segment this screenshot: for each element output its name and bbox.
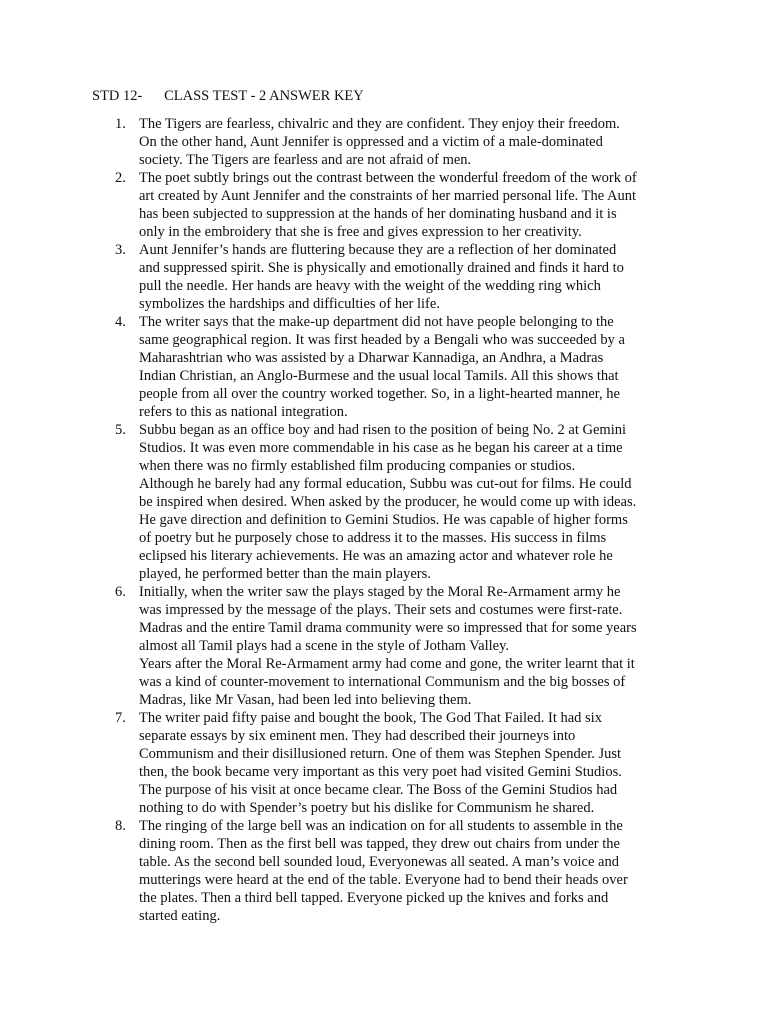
answer-item bbox=[92, 709, 692, 817]
answer-text-line: art created by Aunt Jennifer and the constraints of her married personal life. The Aunt bbox=[139, 188, 636, 204]
answer-text-line: people from all over the country worked together. So, in a light-hearted manner, he bbox=[139, 386, 620, 402]
answer-item bbox=[92, 169, 692, 241]
answer-text-line: pull the needle. Her hands are heavy with the weight of the wedding ring which bbox=[139, 278, 601, 294]
answer-text-line: when there was no firmly established film producing companies or studios. bbox=[139, 458, 576, 474]
answer-text-line: The writer paid fifty paise and bought the book, The God That Failed. It had six bbox=[139, 710, 602, 726]
answer-item bbox=[92, 313, 692, 421]
answer-text-line: the plates. Then a third bell tapped. Everyone picked up the knives and forks and bbox=[139, 890, 609, 906]
answer-text-line: mutterings were heard at the end of the table. Everyone had to bend their heads over bbox=[139, 872, 628, 888]
answer-number: 1. bbox=[115, 116, 126, 132]
answer-text-line: Although he barely had any formal education, Subbu was cut-out for films. He could bbox=[139, 476, 632, 492]
answer-item bbox=[92, 421, 692, 583]
answer-text-line: eclipsed his literary achievements. He was an amazing actor and whatever role he bbox=[139, 548, 613, 564]
answer-text-line: then, the book became very important as this very poet had visited Gemini Studios. bbox=[139, 764, 622, 780]
answer-text-line: Subbu began as an office boy and had risen to the position of being No. 2 at Gemini bbox=[139, 422, 626, 438]
answer-text-line: played, he performed better than the main players. bbox=[139, 566, 431, 582]
answer-text-line: Indian Christian, an Anglo-Burmese and the usual local Tamils. All this shows that bbox=[139, 368, 619, 384]
answer-text-line: The writer says that the make-up department did not have people belonging to the bbox=[139, 314, 614, 330]
answer-text-line: Maharashtrian who was assisted by a Dharwar Kannadiga, an Andhra, a Madras bbox=[139, 350, 604, 366]
answer-text-line: was a kind of counter-movement to international Communism and the big bosses of bbox=[139, 674, 626, 690]
document-title: STD 12- CLASS TEST - 2 ANSWER KEY bbox=[92, 88, 364, 104]
answer-list bbox=[92, 115, 692, 925]
answer-text-line: dining room. Then as the first bell was tapped, they drew out chairs from under the bbox=[139, 836, 620, 852]
answer-text-line: The poet subtly brings out the contrast between the wonderful freedom of the work of bbox=[139, 170, 637, 186]
answer-text-line: Studios. It was even more commendable in his case as he began his career at a time bbox=[139, 440, 623, 456]
answer-item bbox=[92, 817, 692, 925]
answer-text-line: was impressed by the message of the plays. Their sets and costumes were first-rate. bbox=[139, 602, 623, 618]
answer-item bbox=[92, 115, 692, 169]
answer-text-line: Madras and the entire Tamil drama community were so impressed that for some years bbox=[139, 620, 637, 636]
answer-text-line: Initially, when the writer saw the plays staged by the Moral Re-Armament army he bbox=[139, 584, 621, 600]
answer-item bbox=[92, 583, 692, 709]
answer-text-line: refers to this as national integration. bbox=[139, 404, 348, 420]
answer-text-line: The Tigers are fearless, chivalric and they are confident. They enjoy their freedom. bbox=[139, 116, 620, 132]
answer-item bbox=[92, 241, 692, 313]
answer-text-line: society. The Tigers are fearless and are not afraid of men. bbox=[139, 152, 472, 168]
answer-text-line: and suppressed spirit. She is physically and emotionally drained and finds it hard to bbox=[139, 260, 624, 276]
answer-text-line: same geographical region. It was first headed by a Bengali who was succeeded by a bbox=[139, 332, 625, 348]
answer-number: 7. bbox=[115, 710, 126, 726]
answer-text-line: started eating. bbox=[139, 908, 221, 924]
answer-number: 5. bbox=[115, 422, 126, 438]
answer-text-line: only in the embroidery that she is free and gives expression to her creativity. bbox=[139, 224, 582, 240]
answer-text-line: Years after the Moral Re-Armament army had come and gone, the writer learnt that it bbox=[139, 656, 635, 672]
answer-number: 8. bbox=[115, 818, 126, 834]
answer-text-line: separate essays by six eminent men. They had described their journeys into bbox=[139, 728, 576, 744]
answer-text-line: table. As the second bell sounded loud, Everyonewas all seated. A man’s voice and bbox=[139, 854, 619, 870]
answer-text-line: be inspired when desired. When asked by the producer, he would come up with ideas. bbox=[139, 494, 637, 510]
answer-number: 3. bbox=[115, 242, 126, 258]
answer-text-line: symbolizes the hardships and difficulties of her life. bbox=[139, 296, 440, 312]
answer-text-line: nothing to do with Spender’s poetry but his dislike for Communism he shared. bbox=[139, 800, 595, 816]
answer-text-line: The ringing of the large bell was an indication on for all students to assemble in the bbox=[139, 818, 623, 834]
answer-text-line: The purpose of his visit at once became clear. The Boss of the Gemini Studios had bbox=[139, 782, 618, 798]
answer-text-line: of poetry but he purposely chose to address it to the masses. His success in films bbox=[139, 530, 607, 546]
answer-text-line: On the other hand, Aunt Jennifer is oppressed and a victim of a male-dominated bbox=[139, 134, 603, 150]
answer-text-line: Aunt Jennifer’s hands are fluttering because they are a reflection of her dominated bbox=[139, 242, 617, 258]
answer-text-line: almost all Tamil plays had a scene in the style of Jotham Valley. bbox=[139, 638, 509, 654]
answer-text-line: Madras, like Mr Vasan, had been led into believing them. bbox=[139, 692, 472, 708]
answer-number: 6. bbox=[115, 584, 126, 600]
answer-number: 2. bbox=[115, 170, 126, 186]
answer-text-line: Communism and their disillusioned return. One of them was Stephen Spender. Just bbox=[139, 746, 622, 762]
answer-text-line: has been subjected to suppression at the hands of her dominating husband and it is bbox=[139, 206, 617, 222]
answer-text-line: He gave direction and definition to Gemini Studios. He was capable of higher forms bbox=[139, 512, 628, 528]
answer-number: 4. bbox=[115, 314, 126, 330]
